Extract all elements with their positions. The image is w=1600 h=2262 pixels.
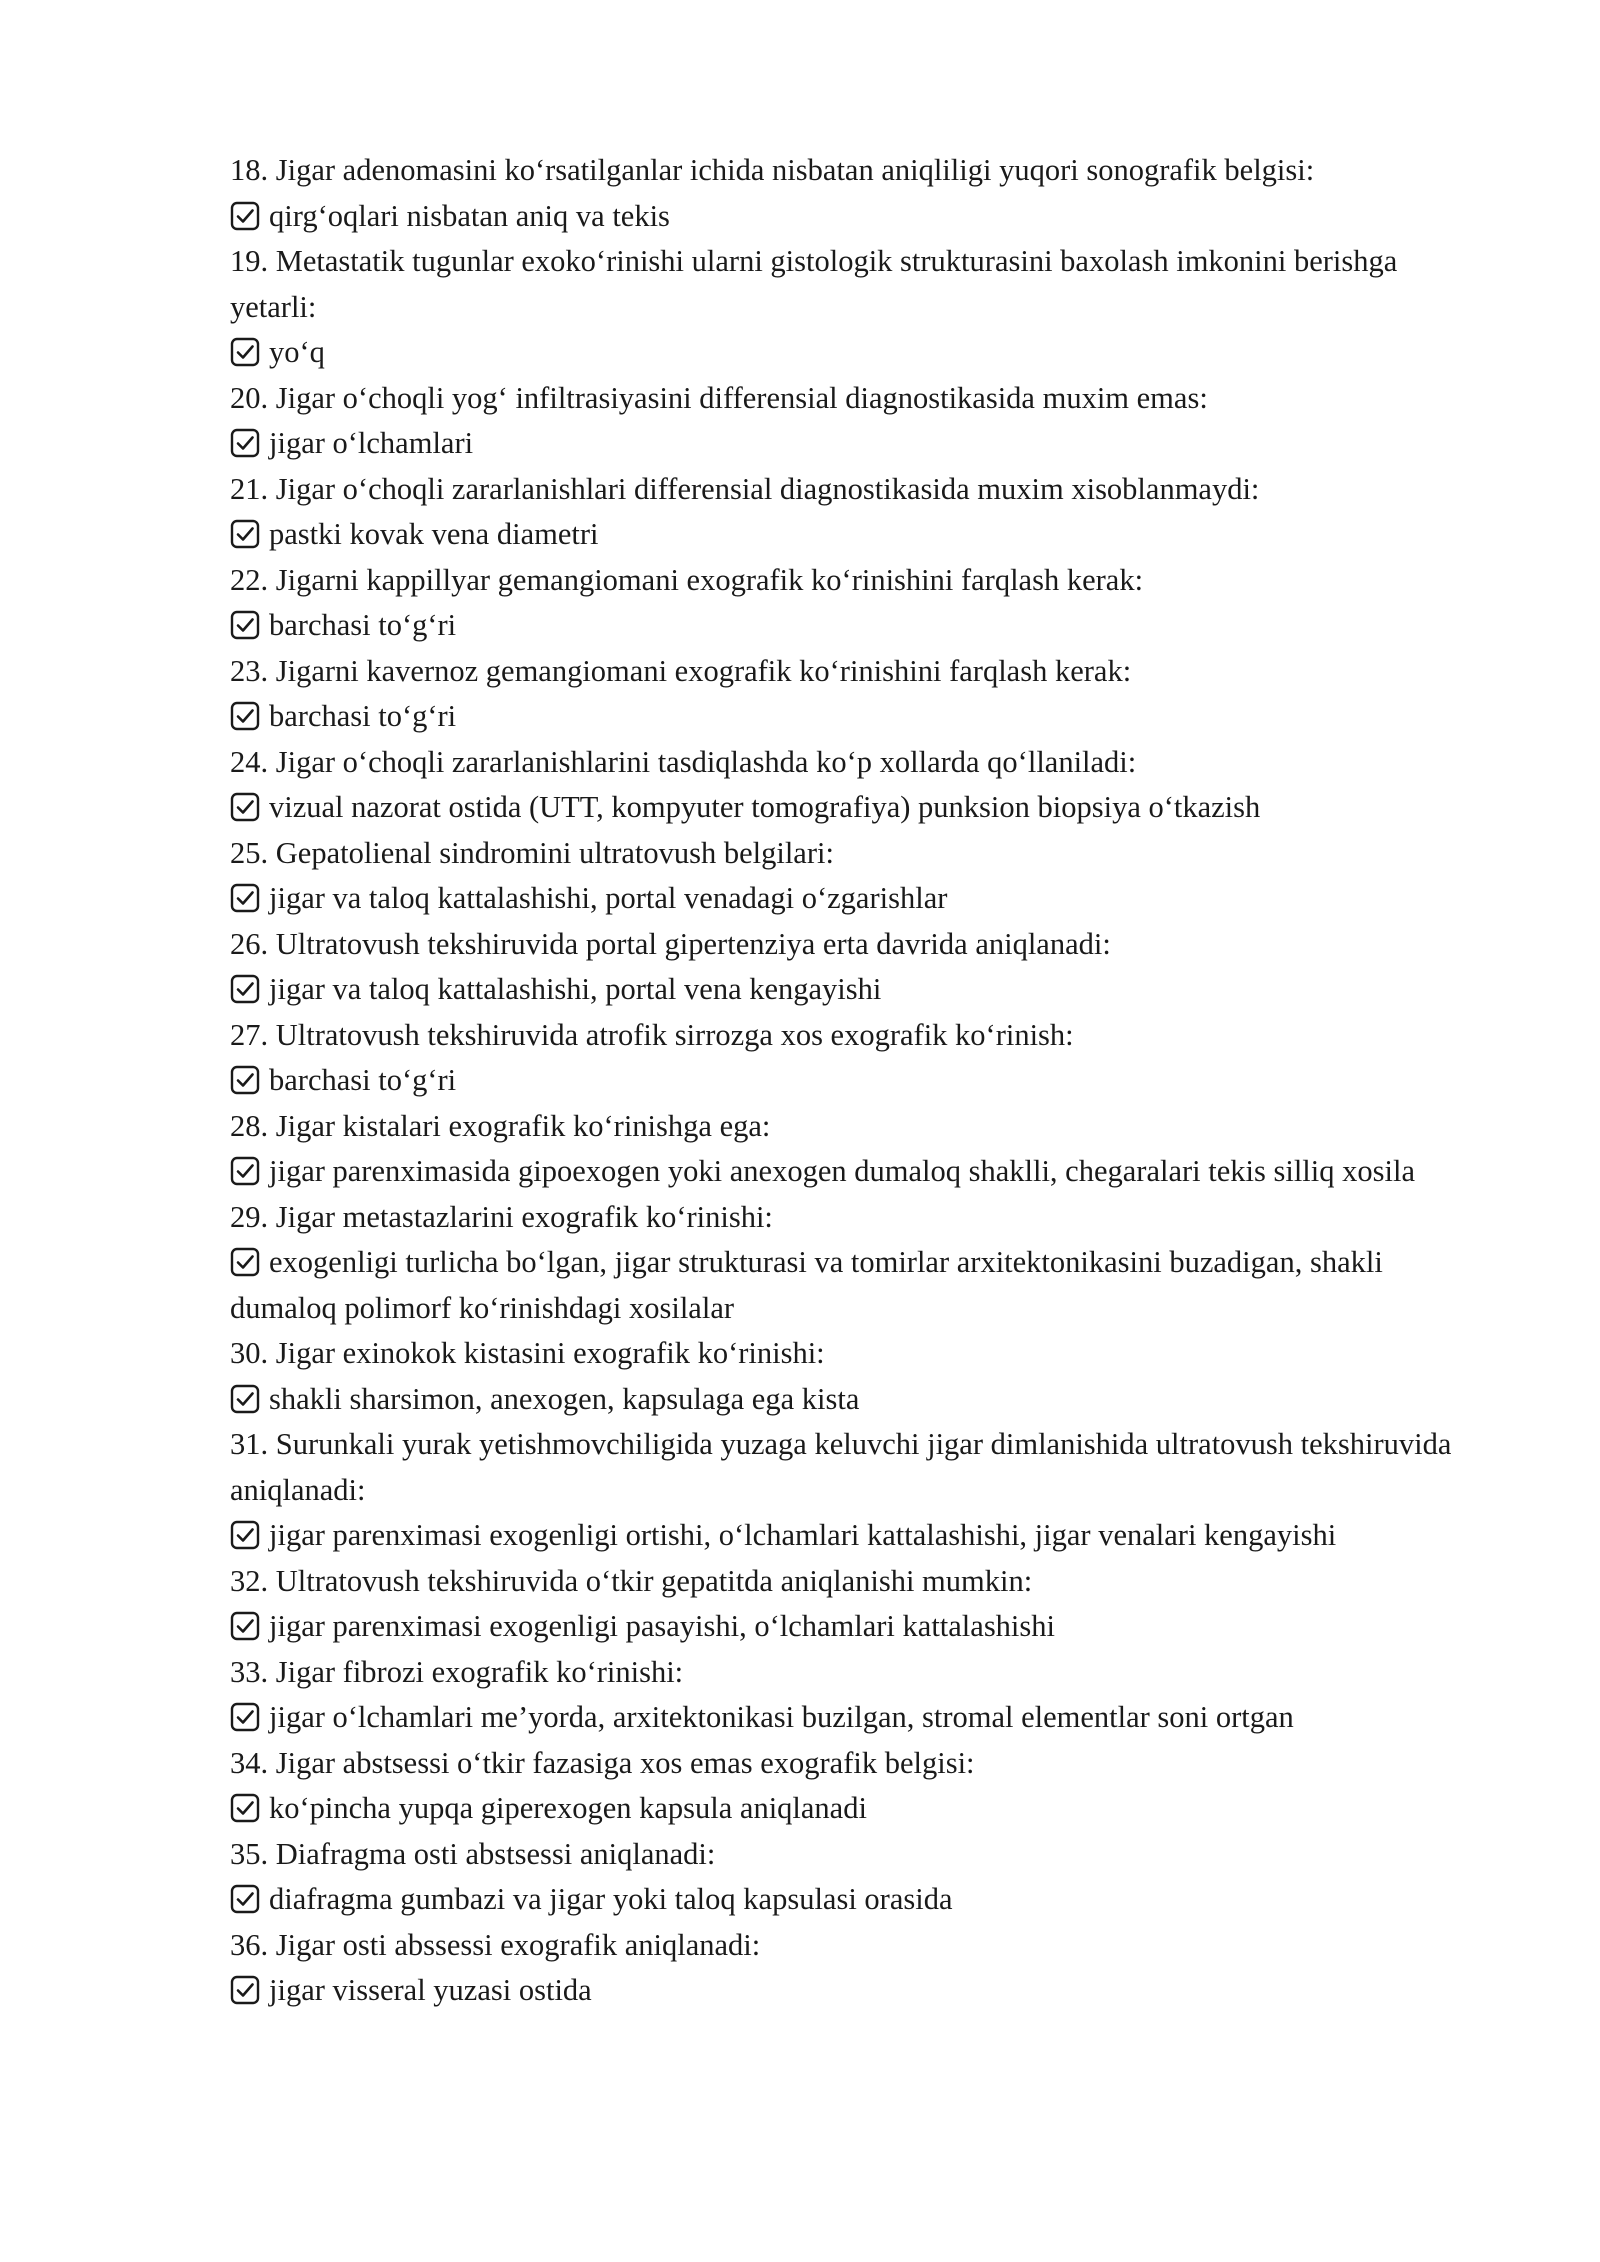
question-item — [230, 649, 1480, 740]
question-text: 22. Jigarni kappillyar gemangiomani exografik ko‘rinishini farqlash kerak: — [230, 562, 1144, 597]
question-item — [230, 740, 1480, 831]
question-item — [230, 1650, 1480, 1741]
checkbox-checked-icon — [230, 1065, 260, 1095]
answer-line — [230, 967, 1480, 1013]
answer-line — [230, 1377, 1480, 1423]
question-text: 30. Jigar exinokok kistasini exografik ko‘rinishi: — [230, 1336, 825, 1370]
answer-line — [230, 421, 1480, 467]
answer-text: barchasi to‘g‘ri — [269, 608, 457, 642]
question-item — [230, 1104, 1480, 1195]
checkbox-checked-icon — [230, 1384, 260, 1414]
answer-text: exogenligi turlicha bo‘lgan, jigar strukturasi va tomirlar arxitektonikasini buzadigan, shakli dumaloq polimorf ko‘rinishdagi xosilalar — [230, 1245, 1383, 1325]
checkbox-checked-icon — [230, 1520, 260, 1550]
question-item — [230, 1422, 1480, 1559]
question-item — [230, 148, 1480, 239]
answer-text: diafragma gumbazi va jigar yoki taloq kapsulasi orasida — [269, 1882, 953, 1916]
question-text: 23. Jigarni kavernoz gemangiomani exografik ko‘rinishini farqlash kerak: — [230, 653, 1132, 688]
answer-line — [230, 1968, 1480, 2014]
checkbox-checked-icon — [230, 1975, 260, 2005]
checkbox-checked-icon — [230, 701, 260, 731]
answer-text: jigar o‘lchamlari me’yorda, arxitektonikasi buzilgan, stromal elementlar soni ortgan — [269, 1700, 1294, 1734]
answer-line — [230, 1513, 1480, 1559]
question-text: 31. Surunkali yurak yetishmovchiligida yuzaga keluvchi jigar dimlanishida ultratovush tekshiruvida aniqlanadi: — [230, 1427, 1452, 1507]
checkbox-checked-icon — [230, 201, 260, 231]
answer-line — [230, 1695, 1480, 1741]
question-item — [230, 922, 1480, 1013]
checkbox-checked-icon — [230, 519, 260, 549]
answer-text: vizual nazorat ostida (UTT, kompyuter tomografiya) punksion biopsiya o‘tkazish — [269, 790, 1261, 824]
question-text: 28. Jigar kistalari exografik ko‘rinishga ega: — [230, 1108, 771, 1143]
question-text: 29. Jigar metastazlarini exografik ko‘rinishi: — [230, 1199, 773, 1234]
question-item — [230, 376, 1480, 467]
question-item — [230, 1923, 1480, 2014]
answer-text: jigar visseral yuzasi ostida — [269, 1973, 592, 2007]
answer-text: yo‘q — [269, 335, 325, 369]
answer-text: barchasi to‘g‘ri — [269, 699, 457, 733]
checkbox-checked-icon — [230, 1611, 260, 1641]
answer-line — [230, 512, 1480, 558]
checkbox-checked-icon — [230, 1884, 260, 1914]
question-text: 26. Ultratovush tekshiruvida portal gipertenziya erta davrida aniqlanadi: — [230, 926, 1111, 961]
answer-line — [230, 603, 1480, 649]
checkbox-checked-icon — [230, 610, 260, 640]
answer-text: jigar o‘lchamlari — [269, 426, 474, 460]
question-item — [230, 1741, 1480, 1832]
answer-line — [230, 1058, 1480, 1104]
question-text: 19. Metastatik tugunlar exoko‘rinishi ularni gistologik strukturasini baxolash imkonini berishga yetarli: — [230, 244, 1398, 324]
answer-line — [230, 876, 1480, 922]
question-text: 21. Jigar o‘choqli zararlanishlari differensial diagnostikasida muxim xisoblanmaydi: — [230, 471, 1260, 506]
question-item — [230, 1832, 1480, 1923]
checkbox-checked-icon — [230, 1702, 260, 1732]
question-text: 36. Jigar osti abssessi exografik aniqlanadi: — [230, 1927, 761, 1962]
question-text: 33. Jigar fibrozi exografik ko‘rinishi: — [230, 1654, 684, 1689]
answer-text: ko‘pincha yupqa giperexogen kapsula aniqlanadi — [269, 1791, 867, 1825]
question-text: 32. Ultratovush tekshiruvida o‘tkir gepatitda aniqlanishi mumkin: — [230, 1563, 1033, 1598]
checkbox-checked-icon — [230, 1247, 260, 1277]
question-text: 35. Diafragma osti abstsessi aniqlanadi: — [230, 1836, 716, 1871]
answer-text: jigar parenximasi exogenligi ortishi, o‘lchamlari kattalashishi, jigar venalari kengayishi — [269, 1518, 1337, 1552]
document-page — [230, 148, 1480, 2014]
answer-text: pastki kovak vena diametri — [269, 517, 599, 551]
answer-line — [230, 1786, 1480, 1832]
answer-line — [230, 1604, 1480, 1650]
question-item — [230, 558, 1480, 649]
answer-text: jigar va taloq kattalashishi, portal venadagi o‘zgarishlar — [269, 881, 948, 915]
question-item — [230, 1331, 1480, 1422]
answer-text: barchasi to‘g‘ri — [269, 1063, 457, 1097]
checkbox-checked-icon — [230, 337, 260, 367]
question-item — [230, 1195, 1480, 1332]
answer-line — [230, 194, 1480, 240]
checkbox-checked-icon — [230, 883, 260, 913]
checkbox-checked-icon — [230, 974, 260, 1004]
question-item — [230, 239, 1480, 376]
question-item — [230, 831, 1480, 922]
checkbox-checked-icon — [230, 428, 260, 458]
answer-line — [230, 1240, 1480, 1331]
answer-text: jigar parenximasida gipoexogen yoki anexogen dumaloq shaklli, chegaralari tekis silliq xosila — [269, 1154, 1415, 1188]
checkbox-checked-icon — [230, 1793, 260, 1823]
checkbox-checked-icon — [230, 1156, 260, 1186]
answer-line — [230, 785, 1480, 831]
answer-line — [230, 1877, 1480, 1923]
question-list — [230, 148, 1480, 2014]
question-item — [230, 1559, 1480, 1650]
question-text: 27. Ultratovush tekshiruvida atrofik sirrozga xos exografik ko‘rinish: — [230, 1017, 1074, 1052]
answer-text: shakli sharsimon, anexogen, kapsulaga ega kista — [269, 1381, 860, 1416]
answer-line — [230, 1149, 1480, 1195]
checkbox-checked-icon — [230, 792, 260, 822]
question-text: 25. Gepatolienal sindromini ultratovush belgilari: — [230, 835, 834, 870]
question-text: 18. Jigar adenomasini ko‘rsatilganlar ichida nisbatan aniqliligi yuqori sonografik belgisi: — [230, 153, 1315, 187]
answer-text: jigar parenximasi exogenligi pasayishi, o‘lchamlari kattalashishi — [269, 1609, 1056, 1643]
question-text: 20. Jigar o‘choqli yog‘ infiltrasiyasini differensial diagnostikasida muxim emas: — [230, 380, 1208, 415]
question-item — [230, 467, 1480, 558]
answer-text: jigar va taloq kattalashishi, portal vena kengayishi — [269, 972, 882, 1006]
question-item — [230, 1013, 1480, 1104]
answer-line — [230, 330, 1480, 376]
answer-text: qirg‘oqlari nisbatan aniq va tekis — [269, 198, 670, 233]
question-text: 34. Jigar abstsessi o‘tkir fazasiga xos emas exografik belgisi: — [230, 1745, 975, 1780]
answer-line — [230, 694, 1480, 740]
question-text: 24. Jigar o‘choqli zararlanishlarini tasdiqlashda ko‘p xollarda qo‘llaniladi: — [230, 744, 1137, 779]
